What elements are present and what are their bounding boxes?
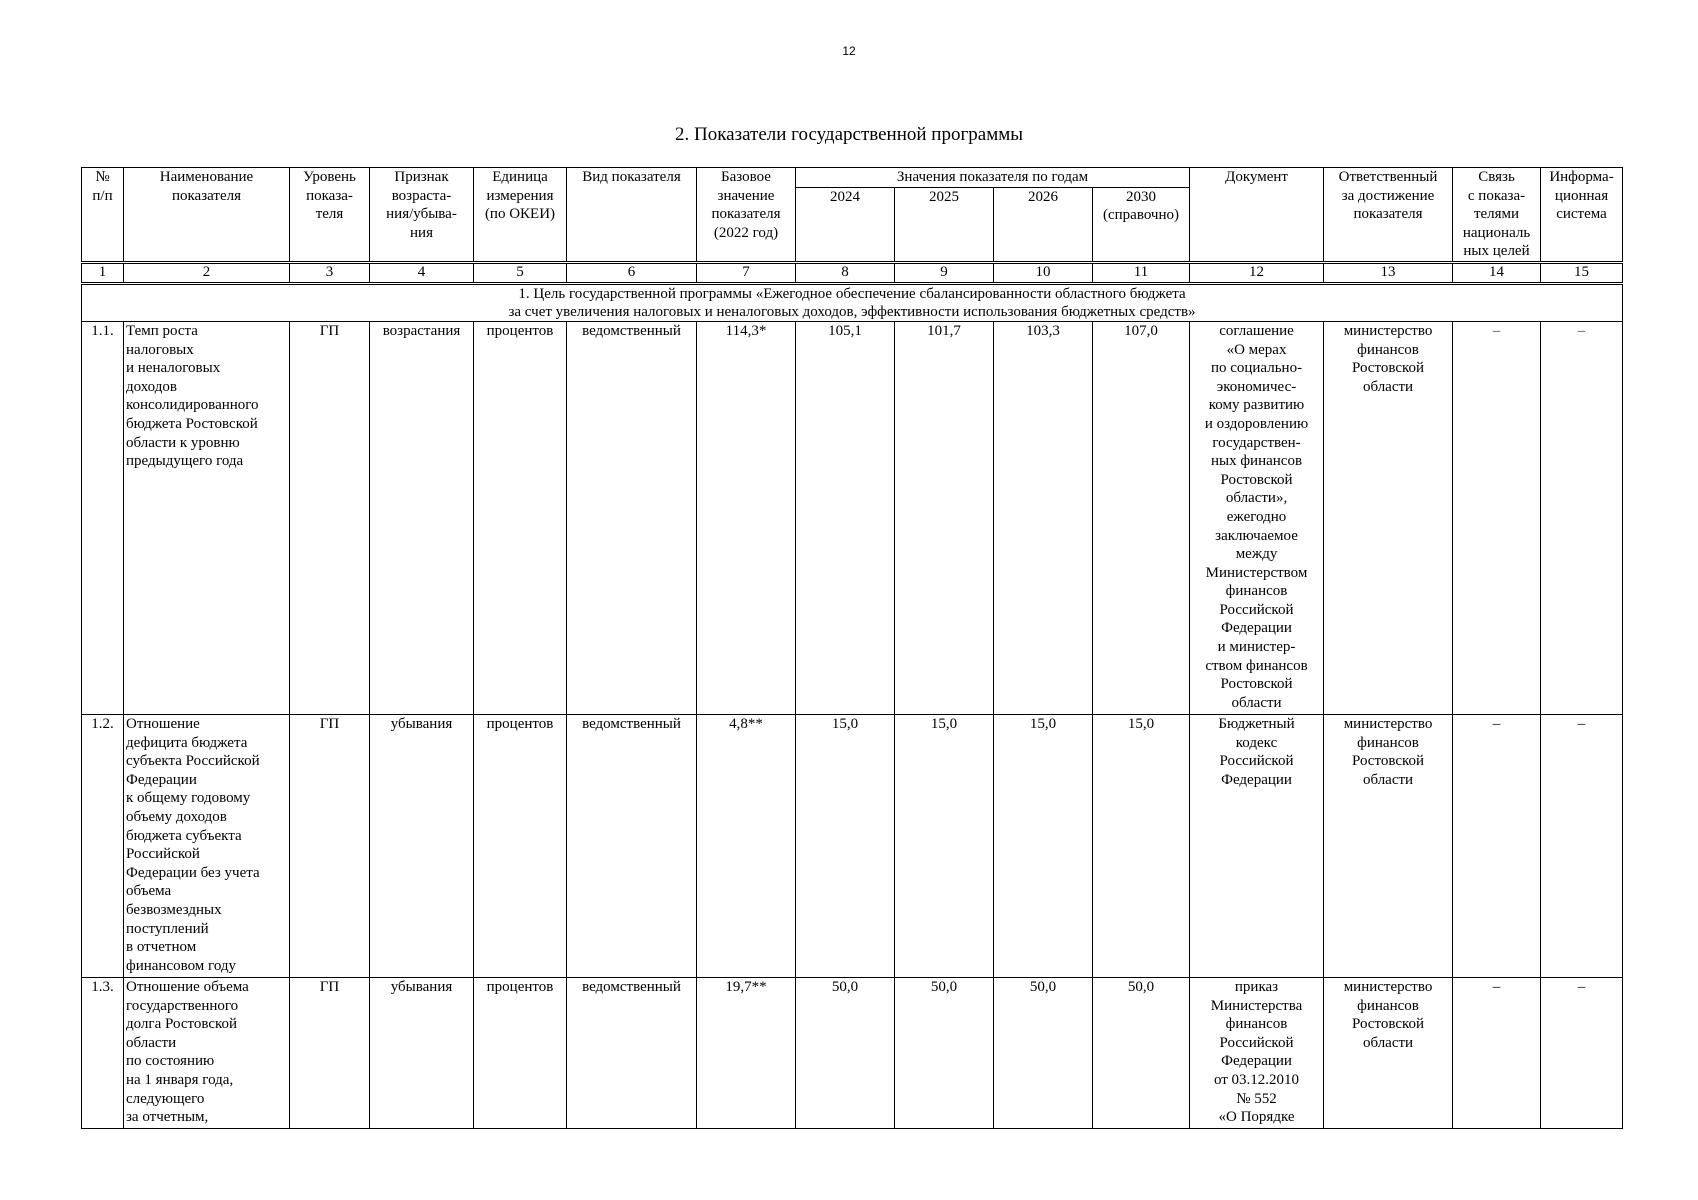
value-2030: 15,0: [1093, 714, 1190, 977]
table-row: [82, 321, 1623, 714]
value-2030: 107,0: [1093, 321, 1190, 714]
column-number: 11: [1093, 262, 1190, 283]
national-goals-link: –: [1453, 977, 1541, 1128]
value-2026: 103,3: [994, 321, 1093, 714]
header-trend-sign: Признак возраста- ния/убыва- ния: [370, 168, 474, 263]
row-number: 1.3.: [82, 977, 124, 1128]
value-2025: 50,0: [895, 977, 994, 1128]
column-number: 15: [1541, 262, 1623, 283]
column-number: 14: [1453, 262, 1541, 283]
base-value: 4,8**: [697, 714, 796, 977]
indicator-type: ведомственный: [567, 714, 697, 977]
value-2024: 15,0: [796, 714, 895, 977]
indicator-type: ведомственный: [567, 977, 697, 1128]
header-years-group: Значения показателя по годам: [796, 168, 1190, 188]
header-indicator-name: Наименование показателя: [124, 168, 290, 263]
document: соглашение «О мерах по социально- экономичес- кому развитию и оздоровлению государствен- ных финансов Ростовской области», ежегодно заключаемое между Министерством финансов Российской Федерации и министер- ством финансов Ростовской области: [1190, 321, 1324, 714]
value-2026: 50,0: [994, 977, 1093, 1128]
value-2026: 15,0: [994, 714, 1093, 977]
header-document: Документ: [1190, 168, 1324, 263]
header-year-2030: 2030 (справочно): [1093, 187, 1190, 262]
indicator-name: Отношение дефицита бюджета субъекта Российской Федерации к общему годовому объему доходов бюджета субъекта Российской Федерации без учета объема безвозмездных поступлений в отчетном финансовом году: [124, 714, 290, 977]
goal-row: [82, 283, 1623, 321]
national-goals-link: –: [1453, 714, 1541, 977]
table-row: [82, 977, 1623, 1128]
information-system: –: [1541, 321, 1623, 714]
indicator-level: ГП: [290, 321, 370, 714]
page-number: 12: [842, 44, 856, 58]
information-system: –: [1541, 714, 1623, 977]
trend-sign: убывания: [370, 977, 474, 1128]
header-national-goals-link: Связь с показа- телями националь ных целей: [1453, 168, 1541, 263]
document: приказ Министерства финансов Российской Федерации от 03.12.2010 № 552 «О Порядке: [1190, 977, 1324, 1128]
column-number: 7: [697, 262, 796, 283]
header-base-value: Базовое значение показателя (2022 год): [697, 168, 796, 263]
trend-sign: возрастания: [370, 321, 474, 714]
indicator-name: Темп роста налоговых и неналоговых доходов консолидированного бюджета Ростовской области к уровню предыдущего года: [124, 321, 290, 714]
column-number: 9: [895, 262, 994, 283]
trend-sign: убывания: [370, 714, 474, 977]
value-2024: 105,1: [796, 321, 895, 714]
header-year-2025: 2025: [895, 187, 994, 262]
header-unit: Единица измерения (по ОКЕИ): [474, 168, 567, 263]
information-system: –: [1541, 977, 1623, 1128]
row-number: 1.1.: [82, 321, 124, 714]
column-number: 13: [1324, 262, 1453, 283]
indicator-type: ведомственный: [567, 321, 697, 714]
value-2024: 50,0: [796, 977, 895, 1128]
header-row: [82, 168, 1623, 188]
column-number: 5: [474, 262, 567, 283]
table-row: [82, 714, 1623, 977]
national-goals-link: –: [1453, 321, 1541, 714]
column-number: 1: [82, 262, 124, 283]
unit: процентов: [474, 321, 567, 714]
indicator-name: Отношение объема государственного долга Ростовской области по состоянию на 1 января года, следующего за отчетным,: [124, 977, 290, 1128]
column-number: 6: [567, 262, 697, 283]
unit: процентов: [474, 714, 567, 977]
base-value: 19,7**: [697, 977, 796, 1128]
responsible: министерство финансов Ростовской области: [1324, 977, 1453, 1128]
column-number: 8: [796, 262, 895, 283]
header-information-system: Информа- ционная система: [1541, 168, 1623, 263]
indicator-level: ГП: [290, 714, 370, 977]
column-numbers-row: [82, 262, 1623, 283]
responsible: министерство финансов Ростовской области: [1324, 321, 1453, 714]
base-value: 114,3*: [697, 321, 796, 714]
value-2025: 15,0: [895, 714, 994, 977]
header-level: Уровень показа- теля: [290, 168, 370, 263]
header-number: № п/п: [82, 168, 124, 263]
value-2025: 101,7: [895, 321, 994, 714]
indicator-level: ГП: [290, 977, 370, 1128]
page-title: 2. Показатели государственной программы: [674, 124, 1024, 145]
header-indicator-type: Вид показателя: [567, 168, 697, 263]
goal-text: 1. Цель государственной программы «Ежегодное обеспечение сбалансированности областного бюджета за счет увеличения налоговых и неналоговых доходов, эффективности использования бюджетных средств»: [82, 283, 1623, 321]
column-number: 12: [1190, 262, 1324, 283]
column-number: 2: [124, 262, 290, 283]
column-number: 10: [994, 262, 1093, 283]
responsible: министерство финансов Ростовской области: [1324, 714, 1453, 977]
column-number: 4: [370, 262, 474, 283]
header-year-2026: 2026: [994, 187, 1093, 262]
indicators-table: [81, 167, 1623, 1129]
column-number: 3: [290, 262, 370, 283]
header-year-2024: 2024: [796, 187, 895, 262]
value-2030: 50,0: [1093, 977, 1190, 1128]
header-responsible: Ответственный за достижение показателя: [1324, 168, 1453, 263]
document: Бюджетный кодекс Российской Федерации: [1190, 714, 1324, 977]
unit: процентов: [474, 977, 567, 1128]
row-number: 1.2.: [82, 714, 124, 977]
